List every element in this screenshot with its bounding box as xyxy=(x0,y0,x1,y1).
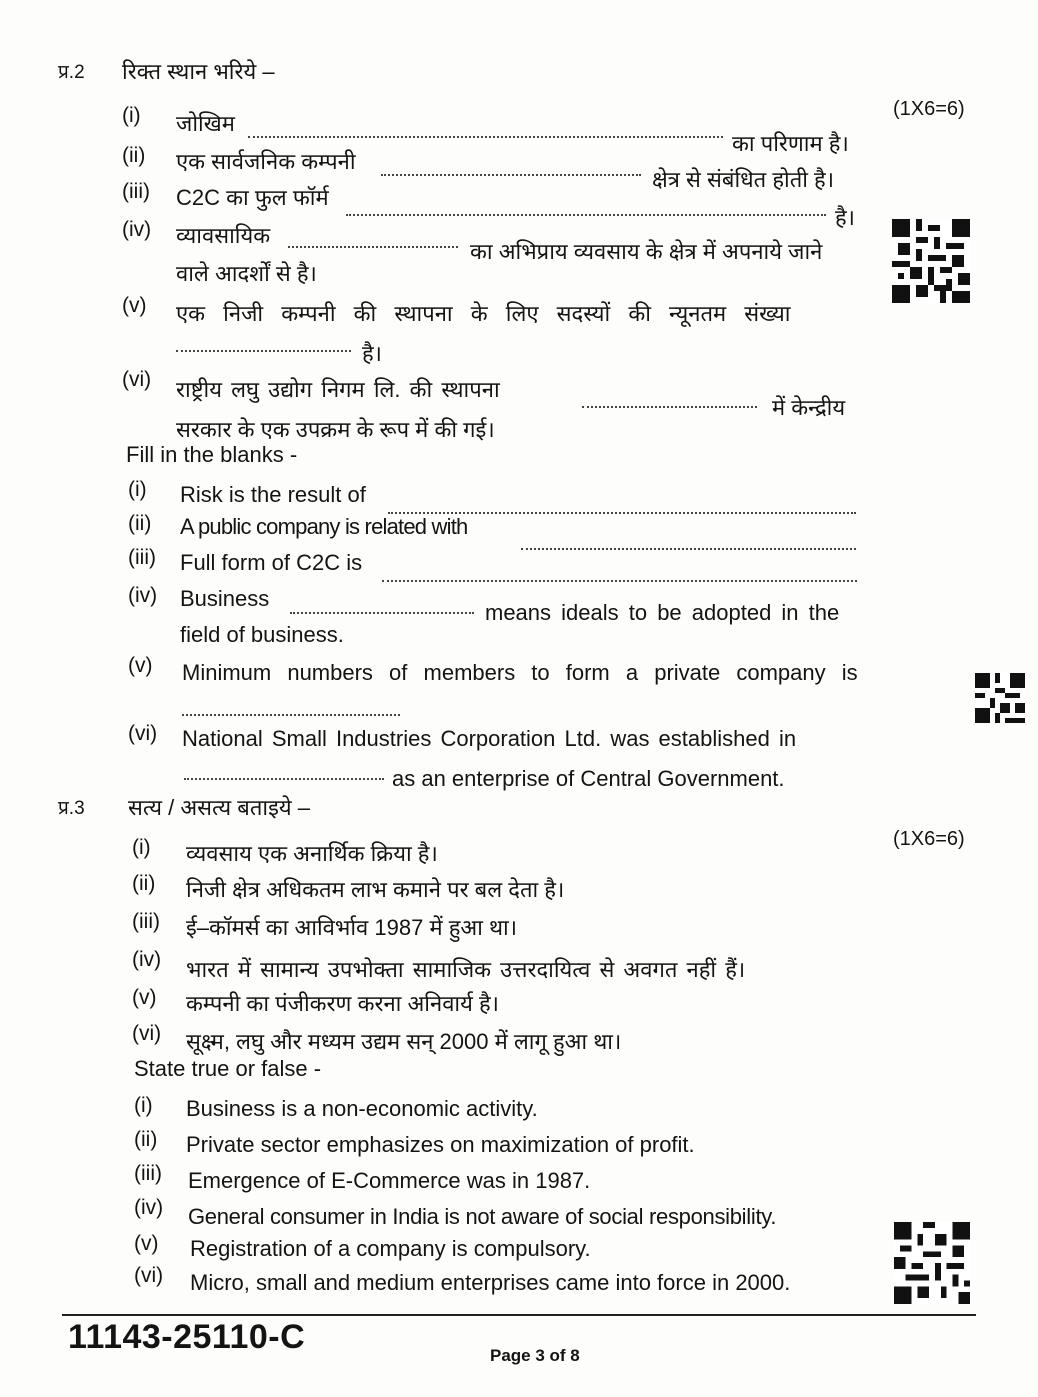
qr-code-small-icon xyxy=(975,673,1025,723)
q2-instruction-english: Fill in the blanks - xyxy=(126,442,298,467)
question-number-3: प्र.3 xyxy=(58,798,85,819)
paper-code: 11143-25110-C xyxy=(68,1318,306,1356)
q2-marks: (1X6=6) xyxy=(893,98,965,120)
q2-instruction-hindi: रिक्त स्थान भरिये – xyxy=(122,59,275,84)
page-number: Page 3 of 8 xyxy=(490,1346,580,1365)
question-number-2: प्र.2 xyxy=(58,62,85,83)
footer-divider xyxy=(62,1314,976,1316)
q3-marks: (1X6=6) xyxy=(893,828,965,850)
q3-instruction-hindi: सत्य / असत्य बताइये – xyxy=(128,795,310,820)
qr-code-icon xyxy=(892,218,970,304)
q3-instruction-english: State true or false - xyxy=(134,1056,322,1081)
qr-code-bottom-icon xyxy=(894,1222,970,1304)
